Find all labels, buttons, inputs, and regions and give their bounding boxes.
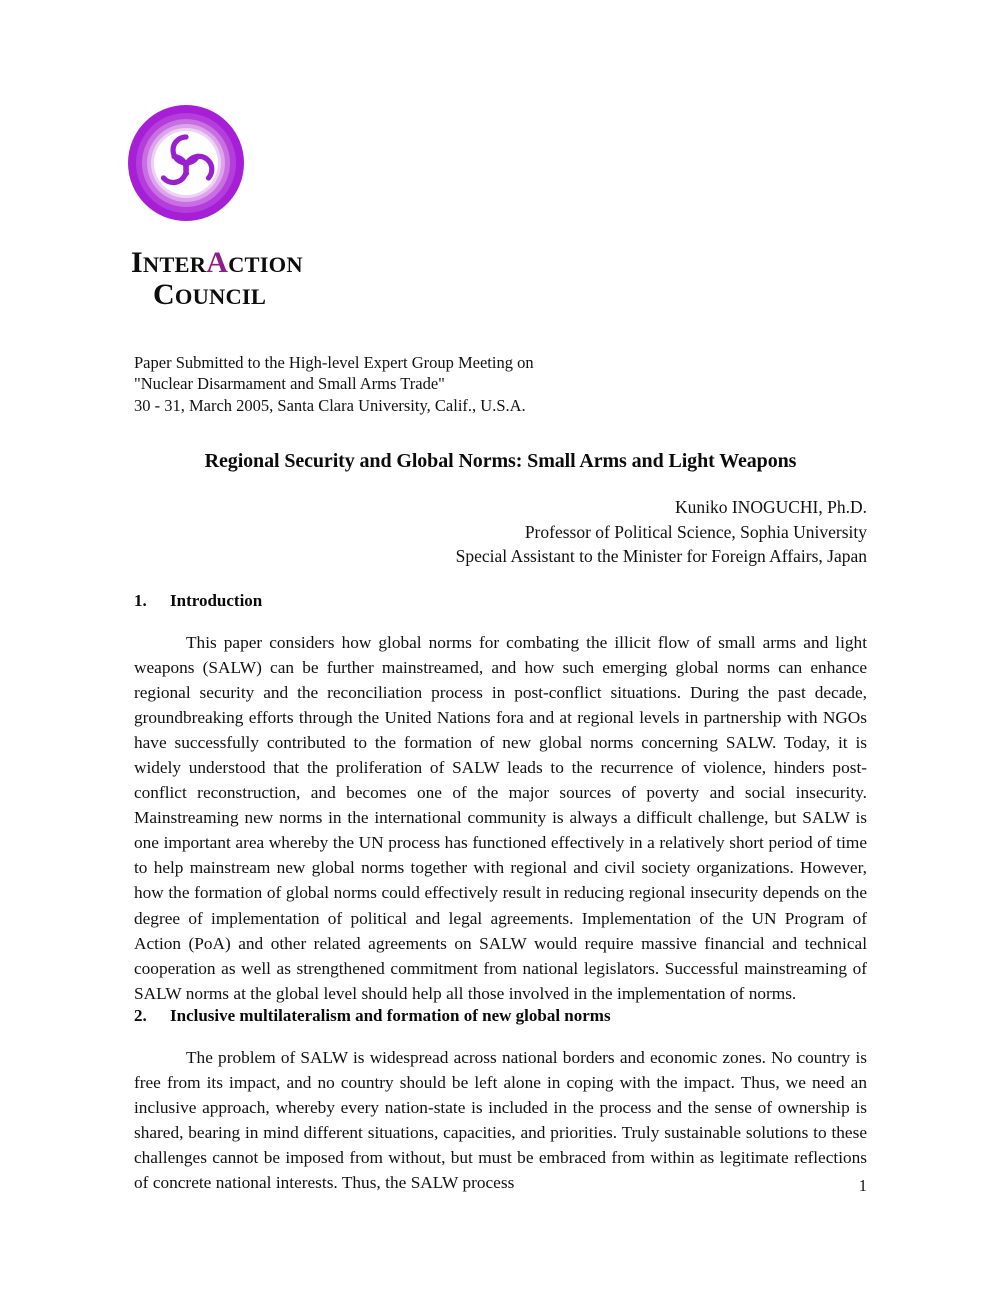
author-role: Special Assistant to the Minister for Foreign Affairs, Japan [455,546,867,566]
section-heading-inclusive-multilateralism [134,1006,867,1026]
submission-line-1: Paper Submitted to the High-level Expert Group Meeting on [134,353,534,372]
author-block [234,495,867,569]
section-heading-introduction [134,591,867,611]
wordmark-cap-i: I [131,246,143,279]
wordmark-cap-c: C [153,277,175,311]
section-title-1: Introduction [170,591,263,610]
page-number: 1 [858,1176,867,1195]
wordmark-ouncil: OUNCIL [174,283,267,309]
logo-wordmark [131,247,551,311]
wordmark-nter: NTER [142,252,207,277]
submission-line-2: "Nuclear Disarmament and Small Arms Trade" [134,374,445,394]
section-paragraph-2: The problem of SALW is widespread across national borders and economic zones. No country is free from its impact, and no country should be left alone in coping with the impact. Thus, we need an inclusive approach, whereby every nation-state is included in the process and the sense of ownership is shared, bearing in mind different situations, capacities, and priorities. Truly sustainable solutions to these challenges cannot be imposed from without, but must be embraced from within as legitimate reflections of concrete national interests. Thus, the SALW process [134,1048,867,1193]
wordmark-cap-a: A [206,246,229,279]
logo-block [127,104,247,224]
section-number-1: 1. [134,591,147,610]
wordmark-line-council [131,279,551,311]
submission-line-3: 30 - 31, March 2005, Santa Clara University, Calif., U.S.A. [134,395,526,415]
author-affiliation: Professor of Political Science, Sophia University [524,521,867,542]
section-number-2: 2. [134,1006,147,1025]
section-paragraph-1: This paper considers how global norms for combating the illicit flow of small arms and light weapons (SALW) can be further mainstreamed, and how such emerging global norms can enhance regional security and the reconciliation process in post-conflict situations. During the past decade, groundbreaking efforts through the United Nations fora and at regional levels in partnership with NGOs have successfully contributed to the formation of new global norms concerning SALW. Today, it is widely understood that the proliferation of SALW leads to the recurrence of violence, hinders post-conflict reconstruction, and becomes one of the major sources of poverty and social insecurity. Mainstreaming new norms in the international community is always a difficult challenge, but SALW is one important area whereby the UN process has functioned effectively in a relatively short period of time to help mainstream new global norms together with regional and civil society organizations. However, how the formation of global norms could effectively result in reducing regional insecurity depends on the degree of implementation of political and legal agreements. Implementation of the UN Program of Action (PoA) and other related agreements on SALW would require massive financial and technical cooperation as well as strengthened commitment from national legislators. Successful mainstreaming of SALW norms at the global level should help all those involved in the implementation of norms. [134,633,867,1003]
submission-header [134,352,754,416]
author-name: Kuniko INOGUCHI, Ph.D. [674,497,867,517]
wordmark-line-interaction [131,247,551,279]
section-title-2: Inclusive multilateralism and formation of new global norms [170,1006,611,1025]
wordmark-ction: CTION [228,252,303,277]
page-title: Regional Security and Global Norms: Small Arms and Light Weapons [204,450,797,472]
interaction-council-logo-icon [127,104,245,222]
